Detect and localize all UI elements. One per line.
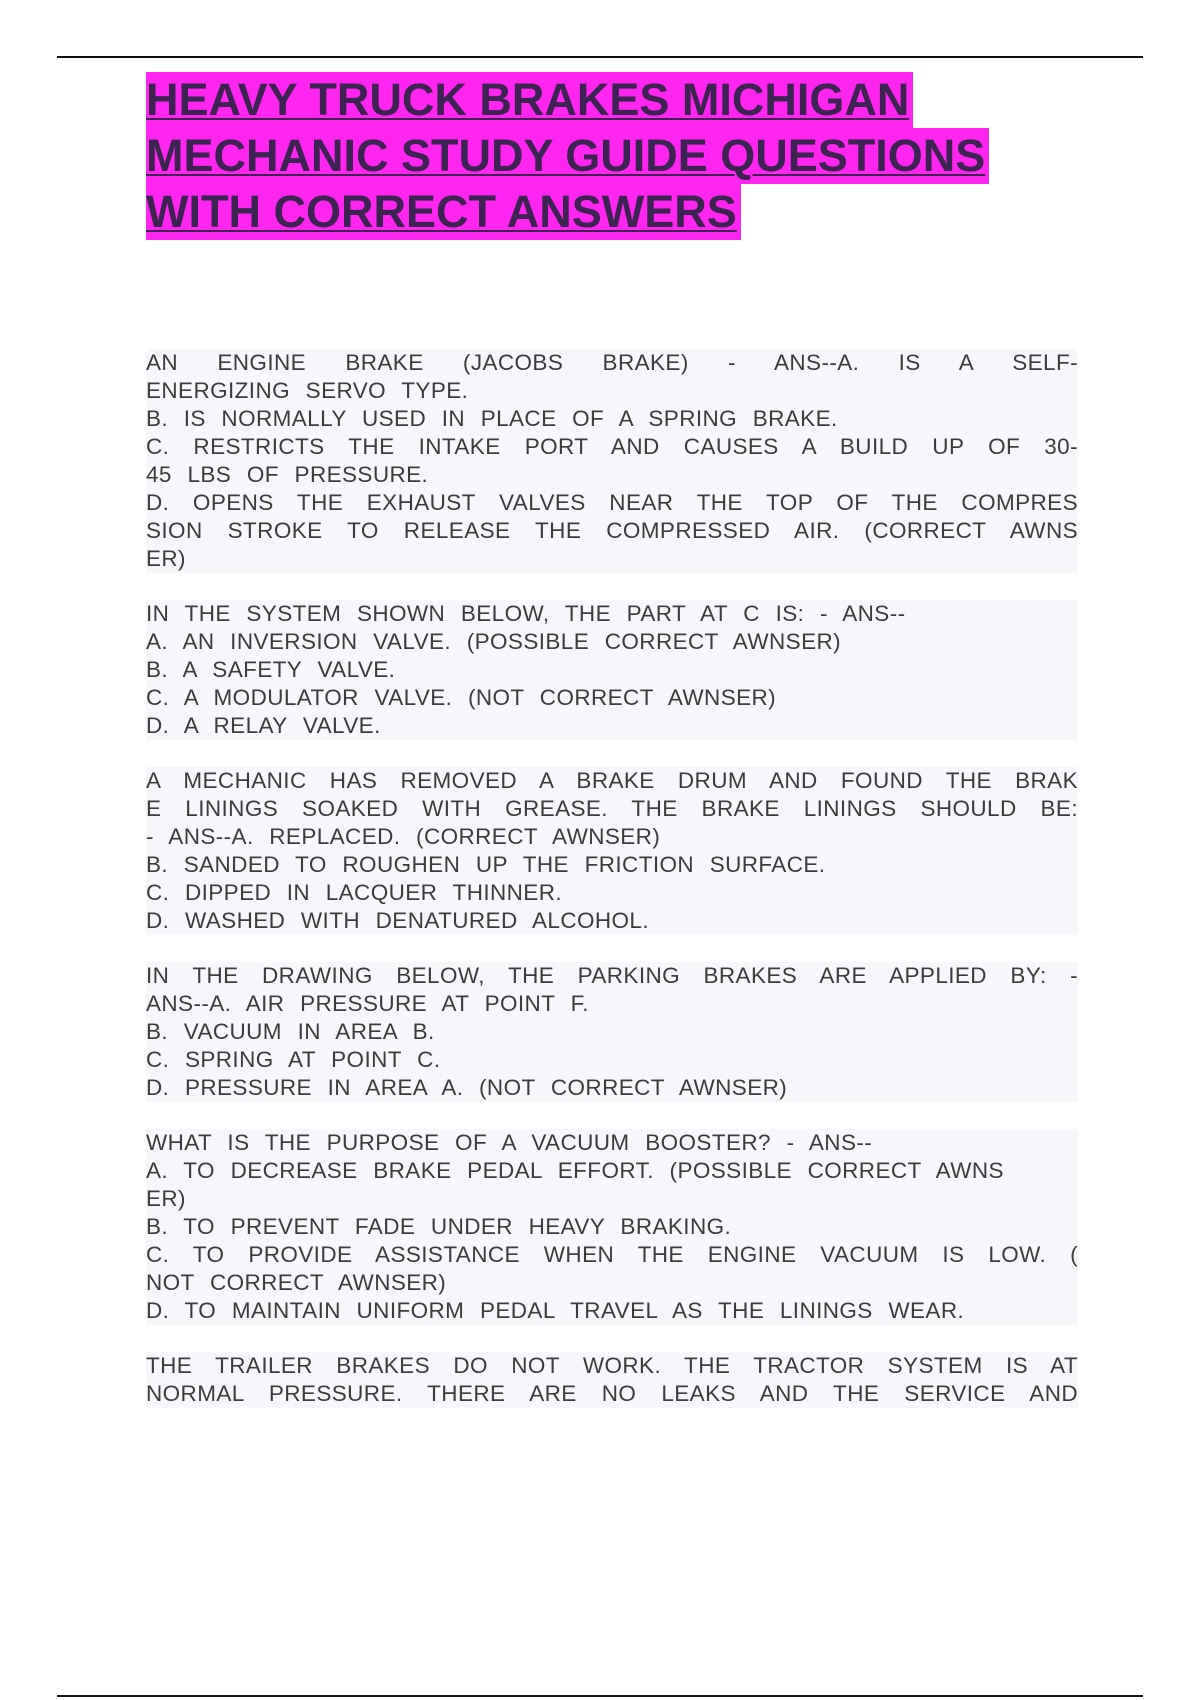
question-text-line: A MECHANIC HAS REMOVED A BRAKE DRUM AND FOUND THE BRAK: [146, 768, 1078, 793]
document-title: [146, 72, 1086, 240]
question-text-line: C. SPRING AT POINT C.: [146, 1046, 1078, 1074]
question-text-line: ENERGIZING SERVO TYPE.: [146, 377, 1078, 405]
question-text-line: A. AN INVERSION VALVE. (POSSIBLE CORRECT AWNSER): [146, 628, 1078, 656]
question-list: [146, 349, 1078, 1435]
question-text-line: B. SANDED TO ROUGHEN UP THE FRICTION SURFACE.: [146, 851, 1078, 879]
question-text-line: 45 LBS OF PRESSURE.: [146, 461, 1078, 489]
question-text-line: C. RESTRICTS THE INTAKE PORT AND CAUSES A BUILD UP OF 30-: [146, 434, 1078, 459]
question-text-line: NOT CORRECT AWNSER): [146, 1269, 1078, 1297]
question-text-line: B. IS NORMALLY USED IN PLACE OF A SPRING BRAKE.: [146, 405, 1078, 433]
question-text-line: B. VACUUM IN AREA B.: [146, 1018, 1078, 1046]
question-text-line: ER): [146, 545, 1078, 573]
question-text-line: AN ENGINE BRAKE (JACOBS BRAKE) - ANS--A. IS A SELF-: [146, 350, 1078, 375]
title-line: MECHANIC STUDY GUIDE QUESTIONS: [146, 128, 989, 184]
question-text-line: D. TO MAINTAIN UNIFORM PEDAL TRAVEL AS THE LININGS WEAR.: [146, 1297, 1078, 1325]
question-text-line: C. TO PROVIDE ASSISTANCE WHEN THE ENGINE VACUUM IS LOW. (: [146, 1242, 1078, 1267]
question-text-line: - ANS--A. REPLACED. (CORRECT AWNSER): [146, 823, 1078, 851]
question-text-line: ER): [146, 1185, 1078, 1213]
question-block: [146, 1129, 1078, 1325]
question-text-line: IN THE DRAWING BELOW, THE PARKING BRAKES ARE APPLIED BY: -: [146, 963, 1078, 988]
question-text-line: B. TO PREVENT FADE UNDER HEAVY BRAKING.: [146, 1213, 1078, 1241]
question-text-line: C. A MODULATOR VALVE. (NOT CORRECT AWNSER): [146, 684, 1078, 712]
question-text-line: D. PRESSURE IN AREA A. (NOT CORRECT AWNSER): [146, 1074, 1078, 1102]
question-text-line: ANS--A. AIR PRESSURE AT POINT F.: [146, 990, 1078, 1018]
question-block: [146, 600, 1078, 740]
question-text-line: C. DIPPED IN LACQUER THINNER.: [146, 879, 1078, 907]
question-text-line: THE TRAILER BRAKES DO NOT WORK. THE TRACTOR SYSTEM IS AT: [146, 1353, 1078, 1378]
question-block: [146, 1352, 1078, 1408]
question-text-line: NORMAL PRESSURE. THERE ARE NO LEAKS AND THE SERVICE AND: [146, 1381, 1078, 1406]
title-line: WITH CORRECT ANSWERS: [146, 184, 741, 240]
question-block: [146, 962, 1078, 1102]
question-block: [146, 349, 1078, 573]
question-text-line: IN THE SYSTEM SHOWN BELOW, THE PART AT C IS: - ANS--: [146, 600, 1078, 628]
question-text-line: D. WASHED WITH DENATURED ALCOHOL.: [146, 907, 1078, 935]
question-text-line: D. A RELAY VALVE.: [146, 712, 1078, 740]
question-text-line: WHAT IS THE PURPOSE OF A VACUUM BOOSTER? - ANS--: [146, 1129, 1078, 1157]
question-block: [146, 767, 1078, 935]
question-text-line: D. OPENS THE EXHAUST VALVES NEAR THE TOP OF THE COMPRES: [146, 490, 1078, 515]
bottom-rule: [57, 1695, 1143, 1697]
question-text-line: SION STROKE TO RELEASE THE COMPRESSED AIR. (CORRECT AWNS: [146, 518, 1078, 543]
top-rule: [57, 56, 1143, 58]
question-text-line: A. TO DECREASE BRAKE PEDAL EFFORT. (POSSIBLE CORRECT AWNS: [146, 1157, 1078, 1185]
title-line: HEAVY TRUCK BRAKES MICHIGAN: [146, 72, 913, 128]
question-text-line: B. A SAFETY VALVE.: [146, 656, 1078, 684]
question-text-line: E LININGS SOAKED WITH GREASE. THE BRAKE LININGS SHOULD BE:: [146, 796, 1078, 821]
